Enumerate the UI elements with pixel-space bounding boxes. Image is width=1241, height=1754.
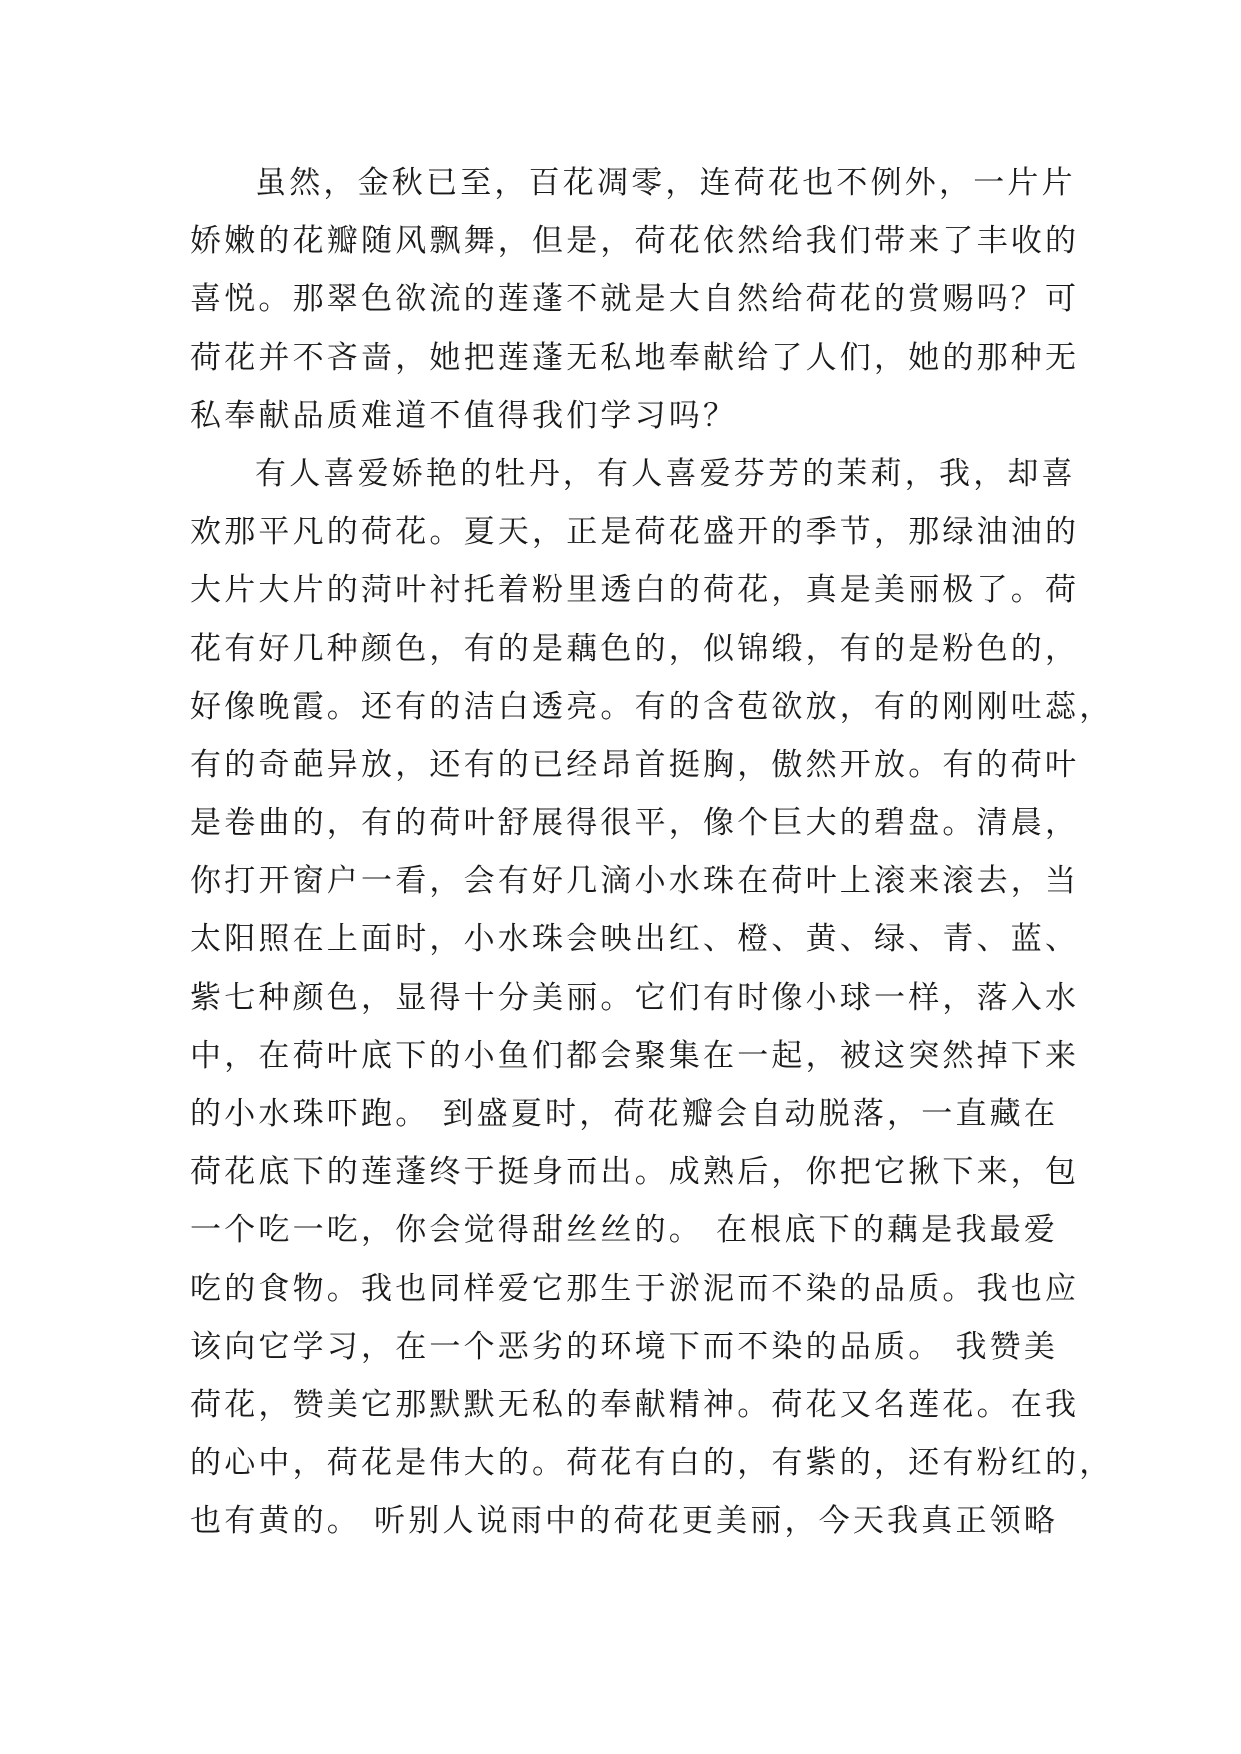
paragraph-1-line-4: 荷花并不吝啬，她把莲蓬无私地奉献给了人们，她的那种无 [190, 339, 1080, 376]
paragraph-2-line-3: 大片大片的菏叶衬托着粉里透白的荷花，真是美丽极了。荷 [190, 572, 1080, 609]
paragraph-2-line-14: 一个吃一吃，你会觉得甜丝丝的。 在根底下的藕是我最爱 [190, 1212, 1059, 1249]
paragraph-2-line-17: 荷花，赞美它那默默无私的奉献精神。荷花又名莲花。在我 [190, 1386, 1080, 1423]
paragraph-1-line-3: 喜悦。那翠色欲流的莲蓬不就是大自然给荷花的赏赐吗？可 [190, 281, 1080, 318]
paragraph-2-line-1: 有人喜爱娇艳的牡丹，有人喜爱芬芳的茉莉，我，却喜 [255, 455, 1076, 492]
paragraph-1-line-2: 娇嫩的花瓣随风飘舞，但是，荷花依然给我们带来了丰收的 [190, 223, 1080, 260]
paragraph-2-line-13: 荷花底下的莲蓬终于挺身而出。成熟后，你把它揪下来，包 [190, 1154, 1080, 1191]
paragraph-2-line-6: 有的奇葩异放，还有的已经昂首挺胸，傲然开放。有的荷叶 [190, 746, 1080, 783]
paragraph-2-line-9: 太阳照在上面时，小水珠会映出红、橙、黄、绿、青、蓝、 [190, 921, 1080, 958]
paragraph-2-line-10: 紫七种颜色，显得十分美丽。它们有时像小球一样，落入水 [190, 979, 1080, 1016]
paragraph-2-line-2: 欢那平凡的荷花。夏天，正是荷花盛开的季节，那绿油油的 [190, 514, 1080, 551]
paragraph-2-line-15: 吃的食物。我也同样爱它那生于淤泥而不染的品质。我也应 [190, 1270, 1080, 1307]
paragraph-2-line-16: 该向它学习，在一个恶劣的环境下而不染的品质。 我赞美 [190, 1328, 1059, 1365]
paragraph-2-line-8: 你打开窗户一看，会有好几滴小水珠在荷叶上滚来滚去，当 [190, 863, 1080, 900]
essay-body [190, 154, 1114, 1551]
paragraph-2-line-7: 是卷曲的，有的荷叶舒展得很平，像个巨大的碧盘。清晨， [190, 805, 1080, 842]
paragraph-2-line-5: 好像晚霞。还有的洁白透亮。有的含苞欲放，有的刚刚吐蕊， [190, 688, 1114, 725]
paragraph-2-line-11: 中，在荷叶底下的小鱼们都会聚集在一起，被这突然掉下来 [190, 1037, 1080, 1074]
paragraph-2-line-4: 花有好几种颜色，有的是藕色的，似锦缎，有的是粉色的， [190, 630, 1080, 667]
paragraph-1-line-1: 虽然，金秋已至，百花凋零，连荷花也不例外，一片片 [255, 165, 1076, 201]
paragraph-2-line-12: 的小水珠吓跑。 到盛夏时，荷花瓣会自动脱落，一直藏在 [190, 1096, 1059, 1132]
paragraph-2-line-19: 也有黄的。 听别人说雨中的荷花更美丽，今天我真正领略 [190, 1503, 1059, 1540]
paragraph-2-line-18: 的心中，荷花是伟大的。荷花有白的，有紫的，还有粉红的， [190, 1445, 1114, 1482]
paragraph-1-line-5: 私奉献品质难道不值得我们学习吗？ [190, 397, 738, 434]
